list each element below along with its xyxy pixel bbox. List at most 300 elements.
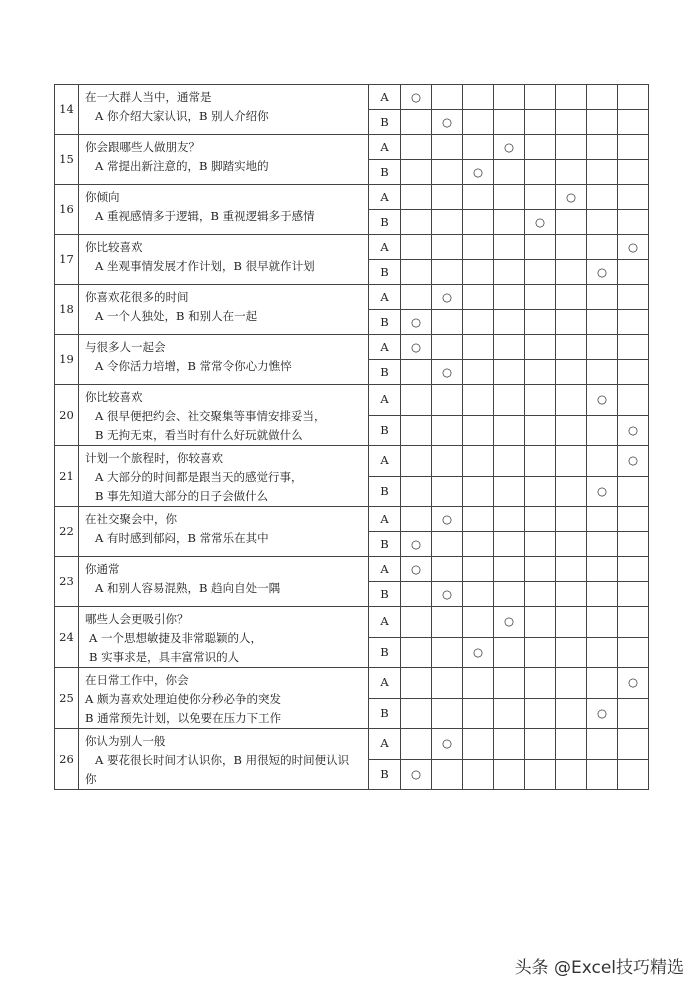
question-row xyxy=(55,729,649,760)
answer-cell[interactable] xyxy=(587,135,618,160)
answer-cell[interactable] xyxy=(463,160,494,185)
question-number: 25 xyxy=(55,668,79,729)
answer-cell[interactable] xyxy=(587,729,618,760)
answer-cell[interactable] xyxy=(494,235,525,260)
circle-mark-icon: ○ xyxy=(410,536,422,551)
answer-cell[interactable] xyxy=(556,668,587,699)
answer-cell[interactable] xyxy=(463,607,494,638)
answer-cell[interactable] xyxy=(401,532,432,557)
answer-cell[interactable] xyxy=(587,210,618,235)
answer-cell[interactable] xyxy=(525,160,556,185)
option-label: B xyxy=(369,360,401,385)
question-row xyxy=(55,385,649,416)
answer-cell[interactable] xyxy=(618,759,649,790)
circle-mark-icon: ○ xyxy=(534,214,546,229)
answer-cell[interactable] xyxy=(525,110,556,135)
answer-cell[interactable] xyxy=(432,85,463,110)
answer-cell[interactable] xyxy=(494,446,525,477)
answer-cell[interactable] xyxy=(525,668,556,699)
answer-cell[interactable] xyxy=(463,85,494,110)
answer-cell[interactable] xyxy=(587,446,618,477)
answer-cell[interactable] xyxy=(401,285,432,310)
answer-cell[interactable] xyxy=(618,698,649,729)
answer-cell[interactable] xyxy=(401,557,432,582)
answer-cell[interactable] xyxy=(494,210,525,235)
answer-cell[interactable] xyxy=(556,160,587,185)
answer-cell[interactable] xyxy=(401,668,432,699)
answer-cell[interactable] xyxy=(463,532,494,557)
answer-cell[interactable] xyxy=(494,310,525,335)
question-row xyxy=(55,185,649,210)
answer-cell[interactable] xyxy=(618,582,649,607)
answer-cell[interactable] xyxy=(525,698,556,729)
answer-cell[interactable] xyxy=(401,385,432,416)
question-option-line: A 一个人独处，B 和别人在一起 xyxy=(95,309,258,323)
answer-cell[interactable] xyxy=(432,360,463,385)
answer-cell[interactable] xyxy=(494,476,525,507)
answer-cell[interactable] xyxy=(432,335,463,360)
answer-cell[interactable] xyxy=(618,160,649,185)
answer-cell[interactable] xyxy=(494,360,525,385)
question-number: 20 xyxy=(55,385,79,446)
question-number: 16 xyxy=(55,185,79,235)
answer-cell[interactable] xyxy=(556,532,587,557)
question-option-line: A 坐观事情发展才作计划，B 很早就作计划 xyxy=(95,259,315,273)
answer-cell[interactable] xyxy=(401,446,432,477)
answer-cell[interactable] xyxy=(432,582,463,607)
answer-cell[interactable] xyxy=(432,135,463,160)
answer-cell[interactable] xyxy=(494,532,525,557)
answer-cell[interactable] xyxy=(432,415,463,446)
answer-cell[interactable] xyxy=(587,557,618,582)
answer-cell[interactable] xyxy=(401,85,432,110)
answer-cell[interactable] xyxy=(587,582,618,607)
question-text xyxy=(79,729,369,790)
answer-cell[interactable] xyxy=(618,507,649,532)
answer-cell[interactable] xyxy=(401,235,432,260)
answer-cell[interactable] xyxy=(463,185,494,210)
circle-mark-icon: ○ xyxy=(410,561,422,576)
question-text xyxy=(79,557,369,607)
question-text xyxy=(79,668,369,729)
answer-cell[interactable] xyxy=(618,210,649,235)
question-text xyxy=(79,135,369,185)
answer-cell[interactable] xyxy=(401,185,432,210)
answer-cell[interactable] xyxy=(556,607,587,638)
option-label: A xyxy=(369,85,401,110)
answer-cell[interactable] xyxy=(401,360,432,385)
answer-cell[interactable] xyxy=(556,476,587,507)
answer-cell[interactable] xyxy=(556,557,587,582)
answer-cell[interactable] xyxy=(556,385,587,416)
answer-cell[interactable] xyxy=(587,385,618,416)
answer-cell[interactable] xyxy=(432,637,463,668)
answer-cell[interactable] xyxy=(618,110,649,135)
answer-cell[interactable] xyxy=(587,637,618,668)
answer-cell[interactable] xyxy=(556,582,587,607)
answer-cell[interactable] xyxy=(525,135,556,160)
answer-cell[interactable] xyxy=(525,360,556,385)
answer-cell[interactable] xyxy=(525,476,556,507)
answer-cell[interactable] xyxy=(463,210,494,235)
answer-cell[interactable] xyxy=(432,235,463,260)
answer-cell[interactable] xyxy=(432,607,463,638)
circle-mark-icon: ○ xyxy=(503,614,515,629)
answer-cell[interactable] xyxy=(587,160,618,185)
answer-cell[interactable] xyxy=(556,507,587,532)
answer-cell[interactable] xyxy=(587,415,618,446)
option-label: B xyxy=(369,637,401,668)
answer-cell[interactable] xyxy=(556,310,587,335)
circle-mark-icon: ○ xyxy=(596,264,608,279)
answer-cell[interactable] xyxy=(494,285,525,310)
answer-cell[interactable] xyxy=(556,415,587,446)
answer-cell[interactable] xyxy=(432,759,463,790)
answer-cell[interactable] xyxy=(401,210,432,235)
circle-mark-icon: ○ xyxy=(565,189,577,204)
answer-cell[interactable] xyxy=(401,759,432,790)
answer-cell[interactable] xyxy=(556,110,587,135)
circle-mark-icon: ○ xyxy=(441,586,453,601)
question-text xyxy=(79,446,369,507)
question-row xyxy=(55,446,649,477)
answer-cell[interactable] xyxy=(463,476,494,507)
answer-cell[interactable] xyxy=(618,557,649,582)
option-label: B xyxy=(369,476,401,507)
answer-cell[interactable] xyxy=(587,507,618,532)
answer-cell[interactable] xyxy=(618,446,649,477)
question-number: 23 xyxy=(55,557,79,607)
question-text xyxy=(79,185,369,235)
answer-cell[interactable] xyxy=(432,185,463,210)
option-label: B xyxy=(369,415,401,446)
answer-cell[interactable] xyxy=(525,385,556,416)
answer-cell[interactable] xyxy=(494,160,525,185)
circle-mark-icon: ○ xyxy=(472,164,484,179)
answer-cell[interactable] xyxy=(463,637,494,668)
question-number: 14 xyxy=(55,85,79,135)
answer-cell[interactable] xyxy=(494,135,525,160)
answer-cell[interactable] xyxy=(494,260,525,285)
question-option-line: A 要花很长时间才认识你，B 用很短的时间便认识 xyxy=(95,753,350,767)
answer-cell[interactable] xyxy=(618,310,649,335)
answer-cell[interactable] xyxy=(587,360,618,385)
answer-cell[interactable] xyxy=(463,260,494,285)
option-label: A xyxy=(369,185,401,210)
answer-cell[interactable] xyxy=(556,446,587,477)
answer-cell[interactable] xyxy=(525,446,556,477)
question-option-line: B 无拘无束，看当时有什么好玩就做什么 xyxy=(95,428,303,442)
answer-cell[interactable] xyxy=(401,335,432,360)
circle-mark-icon: ○ xyxy=(441,511,453,526)
answer-cell[interactable] xyxy=(587,476,618,507)
question-number: 24 xyxy=(55,607,79,668)
answer-cell[interactable] xyxy=(494,335,525,360)
answer-cell[interactable] xyxy=(401,110,432,135)
answer-cell[interactable] xyxy=(494,698,525,729)
answer-cell[interactable] xyxy=(587,310,618,335)
answer-cell[interactable] xyxy=(618,637,649,668)
answer-cell[interactable] xyxy=(618,360,649,385)
answer-cell[interactable] xyxy=(463,415,494,446)
answer-cell[interactable] xyxy=(587,759,618,790)
answer-cell[interactable] xyxy=(525,607,556,638)
option-label: B xyxy=(369,698,401,729)
answer-cell[interactable] xyxy=(432,668,463,699)
answer-cell[interactable] xyxy=(432,476,463,507)
answer-cell[interactable] xyxy=(618,729,649,760)
answer-cell[interactable] xyxy=(494,582,525,607)
question-prompt: 你喜欢花很多的时间 xyxy=(85,290,189,304)
answer-cell[interactable] xyxy=(432,507,463,532)
answer-cell[interactable] xyxy=(494,668,525,699)
question-option-line: A 有时感到郁闷，B 常常乐在其中 xyxy=(95,531,269,545)
answer-cell[interactable] xyxy=(432,260,463,285)
question-option-line: A 令你活力培增，B 常常令你心力憔悴 xyxy=(95,359,292,373)
answer-cell[interactable] xyxy=(463,385,494,416)
answer-cell[interactable] xyxy=(463,310,494,335)
question-option-line: A 大部分的时间都是跟当天的感觉行事， xyxy=(95,470,303,484)
answer-cell[interactable] xyxy=(494,759,525,790)
questionnaire-table xyxy=(54,84,649,790)
answer-cell[interactable] xyxy=(618,235,649,260)
option-label: B xyxy=(369,759,401,790)
question-text xyxy=(79,335,369,385)
answer-cell[interactable] xyxy=(432,160,463,185)
answer-cell[interactable] xyxy=(432,210,463,235)
answer-cell[interactable] xyxy=(587,260,618,285)
option-label: B xyxy=(369,110,401,135)
circle-mark-icon: ○ xyxy=(596,392,608,407)
circle-mark-icon: ○ xyxy=(627,453,639,468)
question-option-line: A 一个思想敏捷及非常聪颖的人， xyxy=(89,631,262,645)
answer-cell[interactable] xyxy=(618,668,649,699)
answer-cell[interactable] xyxy=(525,260,556,285)
answer-cell[interactable] xyxy=(556,85,587,110)
option-label: B xyxy=(369,160,401,185)
answer-cell[interactable] xyxy=(494,85,525,110)
answer-cell[interactable] xyxy=(587,532,618,557)
answer-cell[interactable] xyxy=(401,310,432,335)
answer-cell[interactable] xyxy=(494,637,525,668)
answer-cell[interactable] xyxy=(587,668,618,699)
answer-cell[interactable] xyxy=(463,335,494,360)
question-text xyxy=(79,285,369,335)
answer-cell[interactable] xyxy=(618,185,649,210)
circle-mark-icon: ○ xyxy=(596,483,608,498)
answer-cell[interactable] xyxy=(463,507,494,532)
answer-cell[interactable] xyxy=(587,235,618,260)
question-row xyxy=(55,135,649,160)
answer-cell[interactable] xyxy=(432,310,463,335)
option-label: A xyxy=(369,557,401,582)
option-label: A xyxy=(369,135,401,160)
question-text xyxy=(79,235,369,285)
answer-cell[interactable] xyxy=(587,185,618,210)
answer-cell[interactable] xyxy=(618,415,649,446)
answer-cell[interactable] xyxy=(463,285,494,310)
circle-mark-icon: ○ xyxy=(472,644,484,659)
answer-cell[interactable] xyxy=(463,360,494,385)
answer-cell[interactable] xyxy=(618,335,649,360)
option-label: A xyxy=(369,507,401,532)
answer-cell[interactable] xyxy=(525,85,556,110)
answer-cell[interactable] xyxy=(401,507,432,532)
answer-cell[interactable] xyxy=(525,335,556,360)
answer-cell[interactable] xyxy=(556,235,587,260)
answer-cell[interactable] xyxy=(432,285,463,310)
answer-cell[interactable] xyxy=(432,729,463,760)
answer-cell[interactable] xyxy=(556,335,587,360)
question-number: 22 xyxy=(55,507,79,557)
answer-cell[interactable] xyxy=(525,310,556,335)
option-label: A xyxy=(369,235,401,260)
answer-cell[interactable] xyxy=(618,135,649,160)
answer-cell[interactable] xyxy=(556,285,587,310)
question-prompt: 计划一个旅程时，你较喜欢 xyxy=(85,451,223,465)
question-option-line: A 常提出新注意的，B 脚踏实地的 xyxy=(95,159,269,173)
answer-cell[interactable] xyxy=(432,532,463,557)
answer-cell[interactable] xyxy=(432,557,463,582)
answer-cell[interactable] xyxy=(463,729,494,760)
question-number: 19 xyxy=(55,335,79,385)
question-prompt: 你认为别人一般 xyxy=(85,734,166,748)
answer-cell[interactable] xyxy=(463,582,494,607)
question-text xyxy=(79,385,369,446)
answer-cell[interactable] xyxy=(525,415,556,446)
question-option-line: A 你介绍大家认识，B 别人介绍你 xyxy=(95,109,269,123)
question-row xyxy=(55,85,649,110)
circle-mark-icon: ○ xyxy=(596,705,608,720)
answer-cell[interactable] xyxy=(556,210,587,235)
question-row xyxy=(55,557,649,582)
answer-cell[interactable] xyxy=(463,235,494,260)
option-label: B xyxy=(369,210,401,235)
answer-cell[interactable] xyxy=(556,135,587,160)
option-label: A xyxy=(369,446,401,477)
answer-cell[interactable] xyxy=(556,185,587,210)
question-option-line: 你 xyxy=(85,772,97,786)
answer-cell[interactable] xyxy=(494,110,525,135)
answer-cell[interactable] xyxy=(463,759,494,790)
answer-cell[interactable] xyxy=(556,729,587,760)
answer-cell[interactable] xyxy=(525,185,556,210)
answer-cell[interactable] xyxy=(463,557,494,582)
answer-cell[interactable] xyxy=(587,698,618,729)
answer-cell[interactable] xyxy=(618,476,649,507)
answer-cell[interactable] xyxy=(494,557,525,582)
answer-cell[interactable] xyxy=(401,698,432,729)
answer-cell[interactable] xyxy=(525,637,556,668)
circle-mark-icon: ○ xyxy=(441,114,453,129)
answer-cell[interactable] xyxy=(463,110,494,135)
question-prompt: 你比较喜欢 xyxy=(85,390,143,404)
answer-cell[interactable] xyxy=(401,135,432,160)
answer-cell[interactable] xyxy=(525,285,556,310)
answer-cell[interactable] xyxy=(463,668,494,699)
answer-cell[interactable] xyxy=(618,607,649,638)
answer-cell[interactable] xyxy=(401,160,432,185)
question-row xyxy=(55,507,649,532)
option-label: A xyxy=(369,285,401,310)
answer-cell[interactable] xyxy=(618,260,649,285)
answer-cell[interactable] xyxy=(494,385,525,416)
answer-cell[interactable] xyxy=(587,607,618,638)
question-option-line: A 和别人容易混熟，B 趋向自处一隅 xyxy=(95,581,281,595)
answer-cell[interactable] xyxy=(525,532,556,557)
answer-cell[interactable] xyxy=(525,582,556,607)
answer-cell[interactable] xyxy=(463,446,494,477)
question-prompt: 与很多人一起会 xyxy=(85,340,166,354)
answer-cell[interactable] xyxy=(587,110,618,135)
answer-cell[interactable] xyxy=(432,385,463,416)
question-row xyxy=(55,607,649,638)
circle-mark-icon: ○ xyxy=(503,139,515,154)
answer-cell[interactable] xyxy=(587,285,618,310)
circle-mark-icon: ○ xyxy=(410,314,422,329)
answer-cell[interactable] xyxy=(463,135,494,160)
answer-cell[interactable] xyxy=(525,729,556,760)
circle-mark-icon: ○ xyxy=(410,89,422,104)
answer-cell[interactable] xyxy=(432,446,463,477)
circle-mark-icon: ○ xyxy=(441,289,453,304)
answer-cell[interactable] xyxy=(432,110,463,135)
answer-cell[interactable] xyxy=(401,415,432,446)
answer-cell[interactable] xyxy=(618,532,649,557)
option-label: A xyxy=(369,385,401,416)
answer-cell[interactable] xyxy=(618,85,649,110)
answer-cell[interactable] xyxy=(494,607,525,638)
answer-cell[interactable] xyxy=(525,557,556,582)
answer-cell[interactable] xyxy=(556,637,587,668)
answer-cell[interactable] xyxy=(618,385,649,416)
answer-cell[interactable] xyxy=(494,729,525,760)
answer-cell[interactable] xyxy=(525,507,556,532)
answer-cell[interactable] xyxy=(401,476,432,507)
circle-mark-icon: ○ xyxy=(441,736,453,751)
answer-cell[interactable] xyxy=(401,582,432,607)
answer-cell[interactable] xyxy=(525,759,556,790)
answer-cell[interactable] xyxy=(494,185,525,210)
answer-cell[interactable] xyxy=(587,335,618,360)
question-row xyxy=(55,335,649,360)
answer-cell[interactable] xyxy=(525,210,556,235)
answer-cell[interactable] xyxy=(401,729,432,760)
answer-cell[interactable] xyxy=(494,507,525,532)
question-text xyxy=(79,607,369,668)
question-option-line: B 实事求是，具丰富常识的人 xyxy=(89,650,240,664)
question-row xyxy=(55,668,649,699)
answer-cell[interactable] xyxy=(556,360,587,385)
circle-mark-icon: ○ xyxy=(410,766,422,781)
answer-cell[interactable] xyxy=(525,235,556,260)
answer-cell[interactable] xyxy=(618,285,649,310)
answer-cell[interactable] xyxy=(401,607,432,638)
question-prompt: 你通常 xyxy=(85,562,120,576)
answer-cell[interactable] xyxy=(401,260,432,285)
answer-cell[interactable] xyxy=(556,260,587,285)
circle-mark-icon: ○ xyxy=(441,364,453,379)
answer-cell[interactable] xyxy=(556,759,587,790)
option-label: B xyxy=(369,532,401,557)
answer-cell[interactable] xyxy=(401,637,432,668)
answer-cell[interactable] xyxy=(463,698,494,729)
answer-cell[interactable] xyxy=(432,698,463,729)
answer-cell[interactable] xyxy=(494,415,525,446)
answer-cell[interactable] xyxy=(556,698,587,729)
answer-cell[interactable] xyxy=(587,85,618,110)
option-label: A xyxy=(369,729,401,760)
